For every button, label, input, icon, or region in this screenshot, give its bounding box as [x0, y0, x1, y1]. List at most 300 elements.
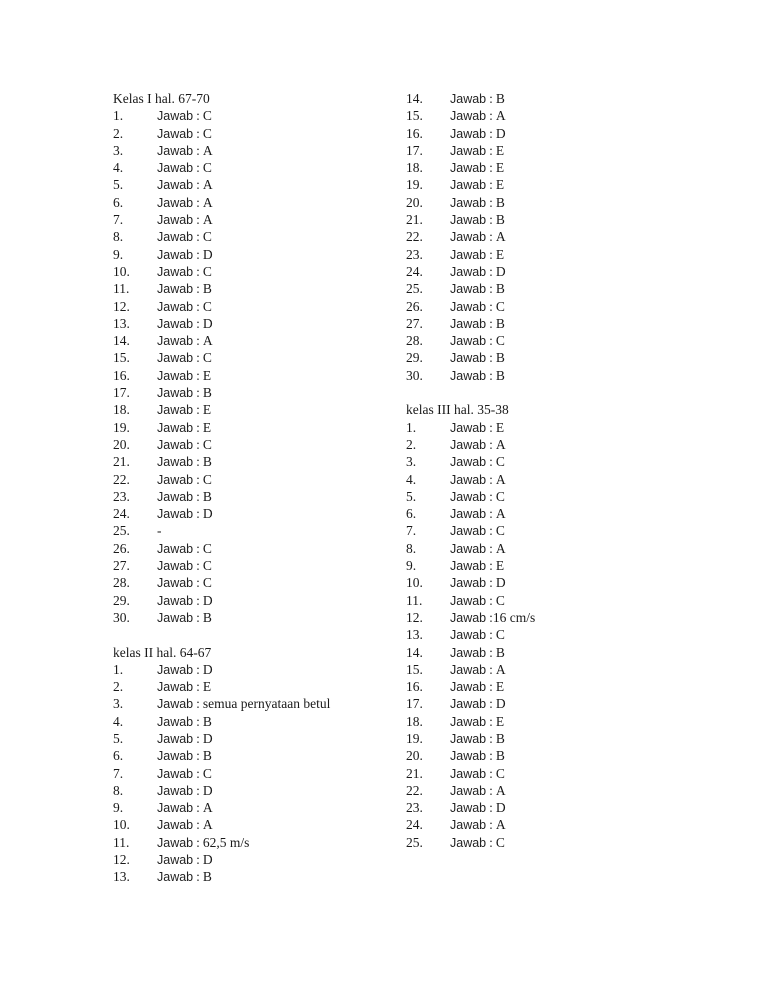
- answer-value: C: [495, 488, 505, 504]
- section-title: Kelas I hal. 67-70: [113, 91, 210, 106]
- answer-row: [113, 678, 330, 695]
- question-number: 12.: [113, 298, 130, 314]
- answer-value: B: [202, 281, 212, 297]
- answer-row: [406, 644, 535, 661]
- answer-value: 62,5 m/s: [202, 834, 250, 850]
- answer-label: Jawab: [157, 680, 194, 695]
- answer-value: B: [495, 281, 505, 297]
- answer-row: [406, 471, 535, 488]
- answer-label: Jawab: [157, 835, 194, 850]
- answer-value: E: [495, 177, 505, 193]
- answer-separator: :: [489, 177, 493, 193]
- answer-separator: :: [489, 367, 493, 383]
- answer-label: Jawab: [157, 264, 194, 279]
- question-number: 22.: [406, 782, 423, 798]
- answer-label: Jawab: [157, 178, 194, 193]
- answer-separator: :: [489, 748, 493, 764]
- answer-row: [406, 540, 535, 557]
- answer-row: [113, 298, 330, 315]
- answer-value: C: [202, 471, 212, 487]
- answer-label: Jawab: [450, 680, 487, 695]
- answer-separator: :: [489, 229, 493, 245]
- answer-row: [113, 695, 330, 712]
- question-number: 21.: [406, 765, 423, 781]
- answer-row: [113, 384, 330, 401]
- answer-row: [113, 851, 330, 868]
- answer-separator: :: [489, 592, 493, 608]
- answer-value: A: [495, 108, 506, 124]
- question-number: 24.: [406, 263, 423, 279]
- answer-value: D: [202, 315, 213, 331]
- answer-separator: :: [196, 817, 200, 833]
- answer-label: Jawab: [450, 213, 487, 228]
- answer-separator: :: [489, 800, 493, 816]
- answer-row: [113, 211, 330, 228]
- question-number: 17.: [406, 696, 423, 712]
- answer-value: B: [495, 644, 505, 660]
- answer-separator: :: [196, 436, 200, 452]
- answer-label: Jawab: [450, 316, 487, 331]
- answer-label: Jawab: [450, 749, 487, 764]
- answer-separator: :: [489, 523, 493, 539]
- answer-row: [113, 332, 330, 349]
- question-number: 21.: [113, 454, 130, 470]
- answer-label: Jawab: [450, 628, 487, 643]
- answer-row: [113, 522, 330, 539]
- answer-label: Jawab: [450, 264, 487, 279]
- answer-label: Jawab: [450, 835, 487, 850]
- question-number: 20.: [406, 748, 423, 764]
- answer-separator: :: [489, 730, 493, 746]
- answer-value: B: [202, 609, 212, 625]
- question-number: 10.: [113, 817, 130, 833]
- question-number: 24.: [406, 817, 423, 833]
- question-number: 27.: [406, 315, 423, 331]
- answer-separator: :: [489, 298, 493, 314]
- answer-separator: :: [196, 419, 200, 435]
- answer-value: A: [495, 540, 506, 556]
- answer-label: Jawab: [157, 247, 194, 262]
- question-number: 20.: [113, 436, 130, 452]
- answer-separator: :: [196, 454, 200, 470]
- answer-row: [406, 315, 535, 332]
- answer-value: E: [202, 402, 212, 418]
- answer-separator: :: [489, 488, 493, 504]
- answer-value: D: [202, 246, 213, 262]
- answer-row: [113, 782, 330, 799]
- answer-row: [406, 695, 535, 712]
- answer-separator: :: [489, 765, 493, 781]
- question-number: 16.: [406, 125, 423, 141]
- question-number: 6.: [113, 194, 124, 210]
- answer-label: Jawab: [157, 576, 194, 591]
- answer-separator: :: [489, 817, 493, 833]
- answer-row: [113, 540, 330, 557]
- answer-row: [406, 592, 535, 609]
- answer-row: [406, 522, 535, 539]
- answer-row: [113, 107, 330, 124]
- answer-value: C: [202, 765, 212, 781]
- answer-separator: :: [489, 558, 493, 574]
- answer-value: D: [495, 800, 506, 816]
- answer-label: Jawab: [450, 714, 487, 729]
- answer-row: [113, 765, 330, 782]
- question-number: 11.: [113, 281, 130, 297]
- answer-row: [406, 107, 535, 124]
- answer-value: C: [202, 298, 212, 314]
- answer-separator: :: [196, 800, 200, 816]
- answer-value: D: [495, 696, 506, 712]
- question-number: 26.: [113, 540, 130, 556]
- answer-label: Jawab: [450, 161, 487, 176]
- question-number: 3.: [113, 142, 124, 158]
- answer-label: Jawab: [450, 351, 487, 366]
- question-number: 25.: [406, 281, 423, 297]
- answer-row: [406, 419, 535, 436]
- answer-separator: :: [196, 385, 200, 401]
- answer-label: Jawab: [450, 697, 487, 712]
- answer-row: [113, 488, 330, 505]
- answer-value: C: [495, 298, 505, 314]
- answer-separator: :: [489, 419, 493, 435]
- answer-value: D: [495, 125, 506, 141]
- answer-row: [113, 661, 330, 678]
- answer-separator: :: [196, 575, 200, 591]
- answer-value: C: [202, 436, 212, 452]
- answer-value: E: [495, 246, 505, 262]
- question-number: 21.: [406, 212, 423, 228]
- answer-value: A: [495, 782, 506, 798]
- question-number: 4.: [113, 713, 124, 729]
- answer-row: [406, 765, 535, 782]
- answer-separator: :: [489, 627, 493, 643]
- question-number: 5.: [406, 488, 417, 504]
- question-number: 1.: [113, 108, 124, 124]
- answer-row: [113, 142, 330, 159]
- answer-label: Jawab: [157, 195, 194, 210]
- answer-separator: :: [489, 575, 493, 591]
- answer-separator: :: [196, 212, 200, 228]
- answer-row: [113, 194, 330, 211]
- answer-row: [406, 488, 535, 505]
- question-number: 14.: [406, 644, 423, 660]
- answer-separator: :: [196, 869, 200, 885]
- answer-separator: :: [196, 852, 200, 868]
- answer-value: E: [495, 160, 505, 176]
- answer-row: [406, 574, 535, 591]
- answer-value: A: [495, 661, 506, 677]
- answer-row: [406, 298, 535, 315]
- answer-label: Jawab: [450, 282, 487, 297]
- question-number: 17.: [406, 142, 423, 158]
- answer-label: Jawab: [157, 489, 194, 504]
- answer-separator: :: [196, 713, 200, 729]
- question-number: 29.: [113, 592, 130, 608]
- answer-label: Jawab: [450, 195, 487, 210]
- answer-row: [406, 280, 535, 297]
- right-column: [406, 90, 535, 851]
- question-number: 2.: [406, 436, 417, 452]
- answer-value: semua pernyataan betul: [202, 696, 331, 712]
- answer-row: [406, 609, 535, 626]
- answer-label: Jawab: [157, 783, 194, 798]
- answer-label: Jawab: [450, 126, 487, 141]
- question-number: 13.: [113, 315, 130, 331]
- answer-row: [113, 228, 330, 245]
- answer-row: [113, 799, 330, 816]
- question-number: 11.: [113, 834, 130, 850]
- question-number: 28.: [113, 575, 130, 591]
- answer-value: A: [202, 142, 213, 158]
- answer-row: [406, 332, 535, 349]
- answer-separator: :: [196, 748, 200, 764]
- answer-label: Jawab: [450, 420, 487, 435]
- answer-row: [406, 159, 535, 176]
- question-number: 23.: [406, 800, 423, 816]
- answer-label: Jawab: [157, 593, 194, 608]
- answer-value: D: [202, 661, 213, 677]
- answer-separator: :: [489, 160, 493, 176]
- answer-value: E: [202, 419, 212, 435]
- question-number: 19.: [113, 419, 130, 435]
- answer-value: C: [495, 592, 505, 608]
- question-number: 11.: [406, 592, 423, 608]
- answer-value: C: [495, 765, 505, 781]
- answer-row: [113, 263, 330, 280]
- question-number: 18.: [406, 160, 423, 176]
- answer-label: Jawab: [157, 143, 194, 158]
- answer-row: [406, 367, 535, 384]
- answer-value: B: [202, 713, 212, 729]
- question-number: 12.: [406, 609, 423, 625]
- answer-row: [406, 436, 535, 453]
- answer-row: [113, 280, 330, 297]
- answer-row: [113, 419, 330, 436]
- answer-value: C: [495, 523, 505, 539]
- answer-separator: :: [196, 125, 200, 141]
- answer-row: [406, 142, 535, 159]
- answer-label: Jawab: [450, 437, 487, 452]
- answer-value: B: [202, 488, 212, 504]
- answer-label: Jawab: [157, 818, 194, 833]
- answer-value: B: [495, 730, 505, 746]
- answer-row: [113, 176, 330, 193]
- answer-row: [406, 678, 535, 695]
- answer-separator: :: [489, 679, 493, 695]
- answer-row: [406, 263, 535, 280]
- answer-row: [406, 453, 535, 470]
- answer-separator: :: [196, 471, 200, 487]
- answer-row: [406, 349, 535, 366]
- answer-value: A: [495, 471, 506, 487]
- answer-value: A: [202, 177, 213, 193]
- answer-row: [406, 246, 535, 263]
- question-number: 5.: [113, 730, 124, 746]
- question-number: 23.: [113, 488, 130, 504]
- answer-row: [113, 747, 330, 764]
- answer-separator: :: [489, 142, 493, 158]
- answer-value: A: [202, 817, 213, 833]
- answer-separator: :: [489, 661, 493, 677]
- answer-separator: :: [196, 333, 200, 349]
- answer-label: Jawab: [450, 559, 487, 574]
- answer-separator: :: [489, 834, 493, 850]
- answer-label: Jawab: [157, 368, 194, 383]
- answer-label: Jawab: [157, 559, 194, 574]
- answer-row: [113, 713, 330, 730]
- answer-label: Jawab: [157, 386, 194, 401]
- answer-separator: :: [196, 679, 200, 695]
- answer-label: Jawab: [450, 92, 487, 106]
- question-number: 4.: [406, 471, 417, 487]
- answer-label: Jawab: [450, 368, 487, 383]
- answer-value: B: [495, 748, 505, 764]
- answer-value: B: [495, 212, 505, 228]
- answer-value: E: [202, 367, 212, 383]
- answer-row: [406, 713, 535, 730]
- answer-row: [113, 816, 330, 833]
- left-column: [113, 90, 330, 886]
- answer-separator: :: [196, 194, 200, 210]
- question-number: 27.: [113, 558, 130, 574]
- answer-row: [406, 211, 535, 228]
- answer-label: Jawab: [450, 662, 487, 677]
- question-number: 9.: [113, 246, 124, 262]
- section-title: kelas III hal. 35-38: [406, 402, 509, 418]
- question-number: 19.: [406, 730, 423, 746]
- answer-separator: :: [196, 661, 200, 677]
- answer-separator: :: [489, 333, 493, 349]
- question-number: 2.: [113, 679, 124, 695]
- answer-separator: :: [489, 609, 493, 625]
- question-number: 13.: [113, 869, 130, 885]
- answer-value: C: [202, 160, 212, 176]
- section-title: kelas II hal. 64-67: [113, 644, 212, 660]
- answer-separator: :: [489, 506, 493, 522]
- answer-value: D: [202, 852, 213, 868]
- question-number: 7.: [406, 523, 417, 539]
- answer-row: [113, 159, 330, 176]
- question-number: 18.: [406, 713, 423, 729]
- answer-value: A: [495, 436, 506, 452]
- answer-value: D: [202, 782, 213, 798]
- question-number: 14.: [113, 333, 130, 349]
- answer-value: 16 cm/s: [492, 609, 536, 625]
- question-number: 1.: [113, 661, 124, 677]
- answer-label: Jawab: [157, 126, 194, 141]
- answer-row: [113, 315, 330, 332]
- answer-separator: :: [489, 471, 493, 487]
- answer-label: Jawab: [157, 213, 194, 228]
- question-number: 10.: [406, 575, 423, 591]
- question-number: 8.: [113, 782, 124, 798]
- answer-separator: :: [489, 696, 493, 712]
- answer-separator: :: [196, 177, 200, 193]
- answer-separator: :: [196, 160, 200, 176]
- question-number: 9.: [406, 558, 417, 574]
- answer-separator: :: [489, 454, 493, 470]
- answer-label: Jawab: [157, 697, 194, 712]
- answer-separator: :: [489, 315, 493, 331]
- answer-separator: :: [489, 540, 493, 556]
- answer-row: [113, 730, 330, 747]
- answer-separator: :: [489, 263, 493, 279]
- answer-separator: :: [489, 644, 493, 660]
- question-number: 22.: [113, 471, 130, 487]
- answer-label: Jawab: [450, 541, 487, 556]
- answer-label: Jawab: [157, 870, 194, 885]
- answer-separator: :: [196, 246, 200, 262]
- answer-value: C: [202, 558, 212, 574]
- answer-label: Jawab: [157, 541, 194, 556]
- answer-value: A: [202, 212, 213, 228]
- answer-value: C: [202, 350, 212, 366]
- answer-label: Jawab: [157, 403, 194, 418]
- answer-label: Jawab: [450, 247, 487, 262]
- answer-row: [406, 799, 535, 816]
- answer-separator: :: [196, 229, 200, 245]
- answer-row: [113, 592, 330, 609]
- answer-label: Jawab: [450, 109, 487, 124]
- answer-row: [113, 609, 330, 626]
- question-number: 7.: [113, 212, 124, 228]
- answer-value: B: [495, 315, 505, 331]
- answer-value: B: [202, 869, 212, 885]
- answer-label: Jawab: [450, 472, 487, 487]
- answer-row: [113, 453, 330, 470]
- answer-value: C: [495, 454, 505, 470]
- question-number: 6.: [406, 506, 417, 522]
- answer-value: A: [202, 333, 213, 349]
- answer-label: Jawab: [450, 334, 487, 349]
- answer-separator: :: [196, 696, 200, 712]
- answer-separator: :: [489, 194, 493, 210]
- answer-row: [113, 246, 330, 263]
- answer-separator: :: [489, 91, 493, 106]
- answer-label: Jawab: [450, 766, 487, 781]
- answer-label: Jawab: [450, 645, 487, 660]
- answer-separator: :: [196, 765, 200, 781]
- answer-separator: :: [196, 558, 200, 574]
- answer-row: [406, 661, 535, 678]
- answer-value: A: [495, 506, 506, 522]
- answer-row: [406, 730, 535, 747]
- answer-label: Jawab: [157, 472, 194, 487]
- answer-separator: :: [196, 730, 200, 746]
- question-number: 1.: [406, 419, 417, 435]
- answer-label: Jawab: [157, 731, 194, 746]
- answer-separator: :: [489, 125, 493, 141]
- question-number: 7.: [113, 765, 124, 781]
- answer-row: [406, 557, 535, 574]
- answer-value: E: [495, 713, 505, 729]
- answer-row: [113, 436, 330, 453]
- answer-label: Jawab: [157, 420, 194, 435]
- answer-separator: :: [196, 315, 200, 331]
- answer-label: Jawab: [450, 178, 487, 193]
- question-number: 6.: [113, 748, 124, 764]
- answer-label: Jawab: [157, 766, 194, 781]
- answer-value: C: [202, 263, 212, 279]
- answer-label: Jawab: [450, 489, 487, 504]
- answer-label: Jawab: [157, 749, 194, 764]
- answer-separator: :: [196, 540, 200, 556]
- answer-row: [113, 471, 330, 488]
- question-number: 13.: [406, 627, 423, 643]
- question-number: 3.: [406, 454, 417, 470]
- answer-row: [113, 557, 330, 574]
- question-number: 24.: [113, 506, 130, 522]
